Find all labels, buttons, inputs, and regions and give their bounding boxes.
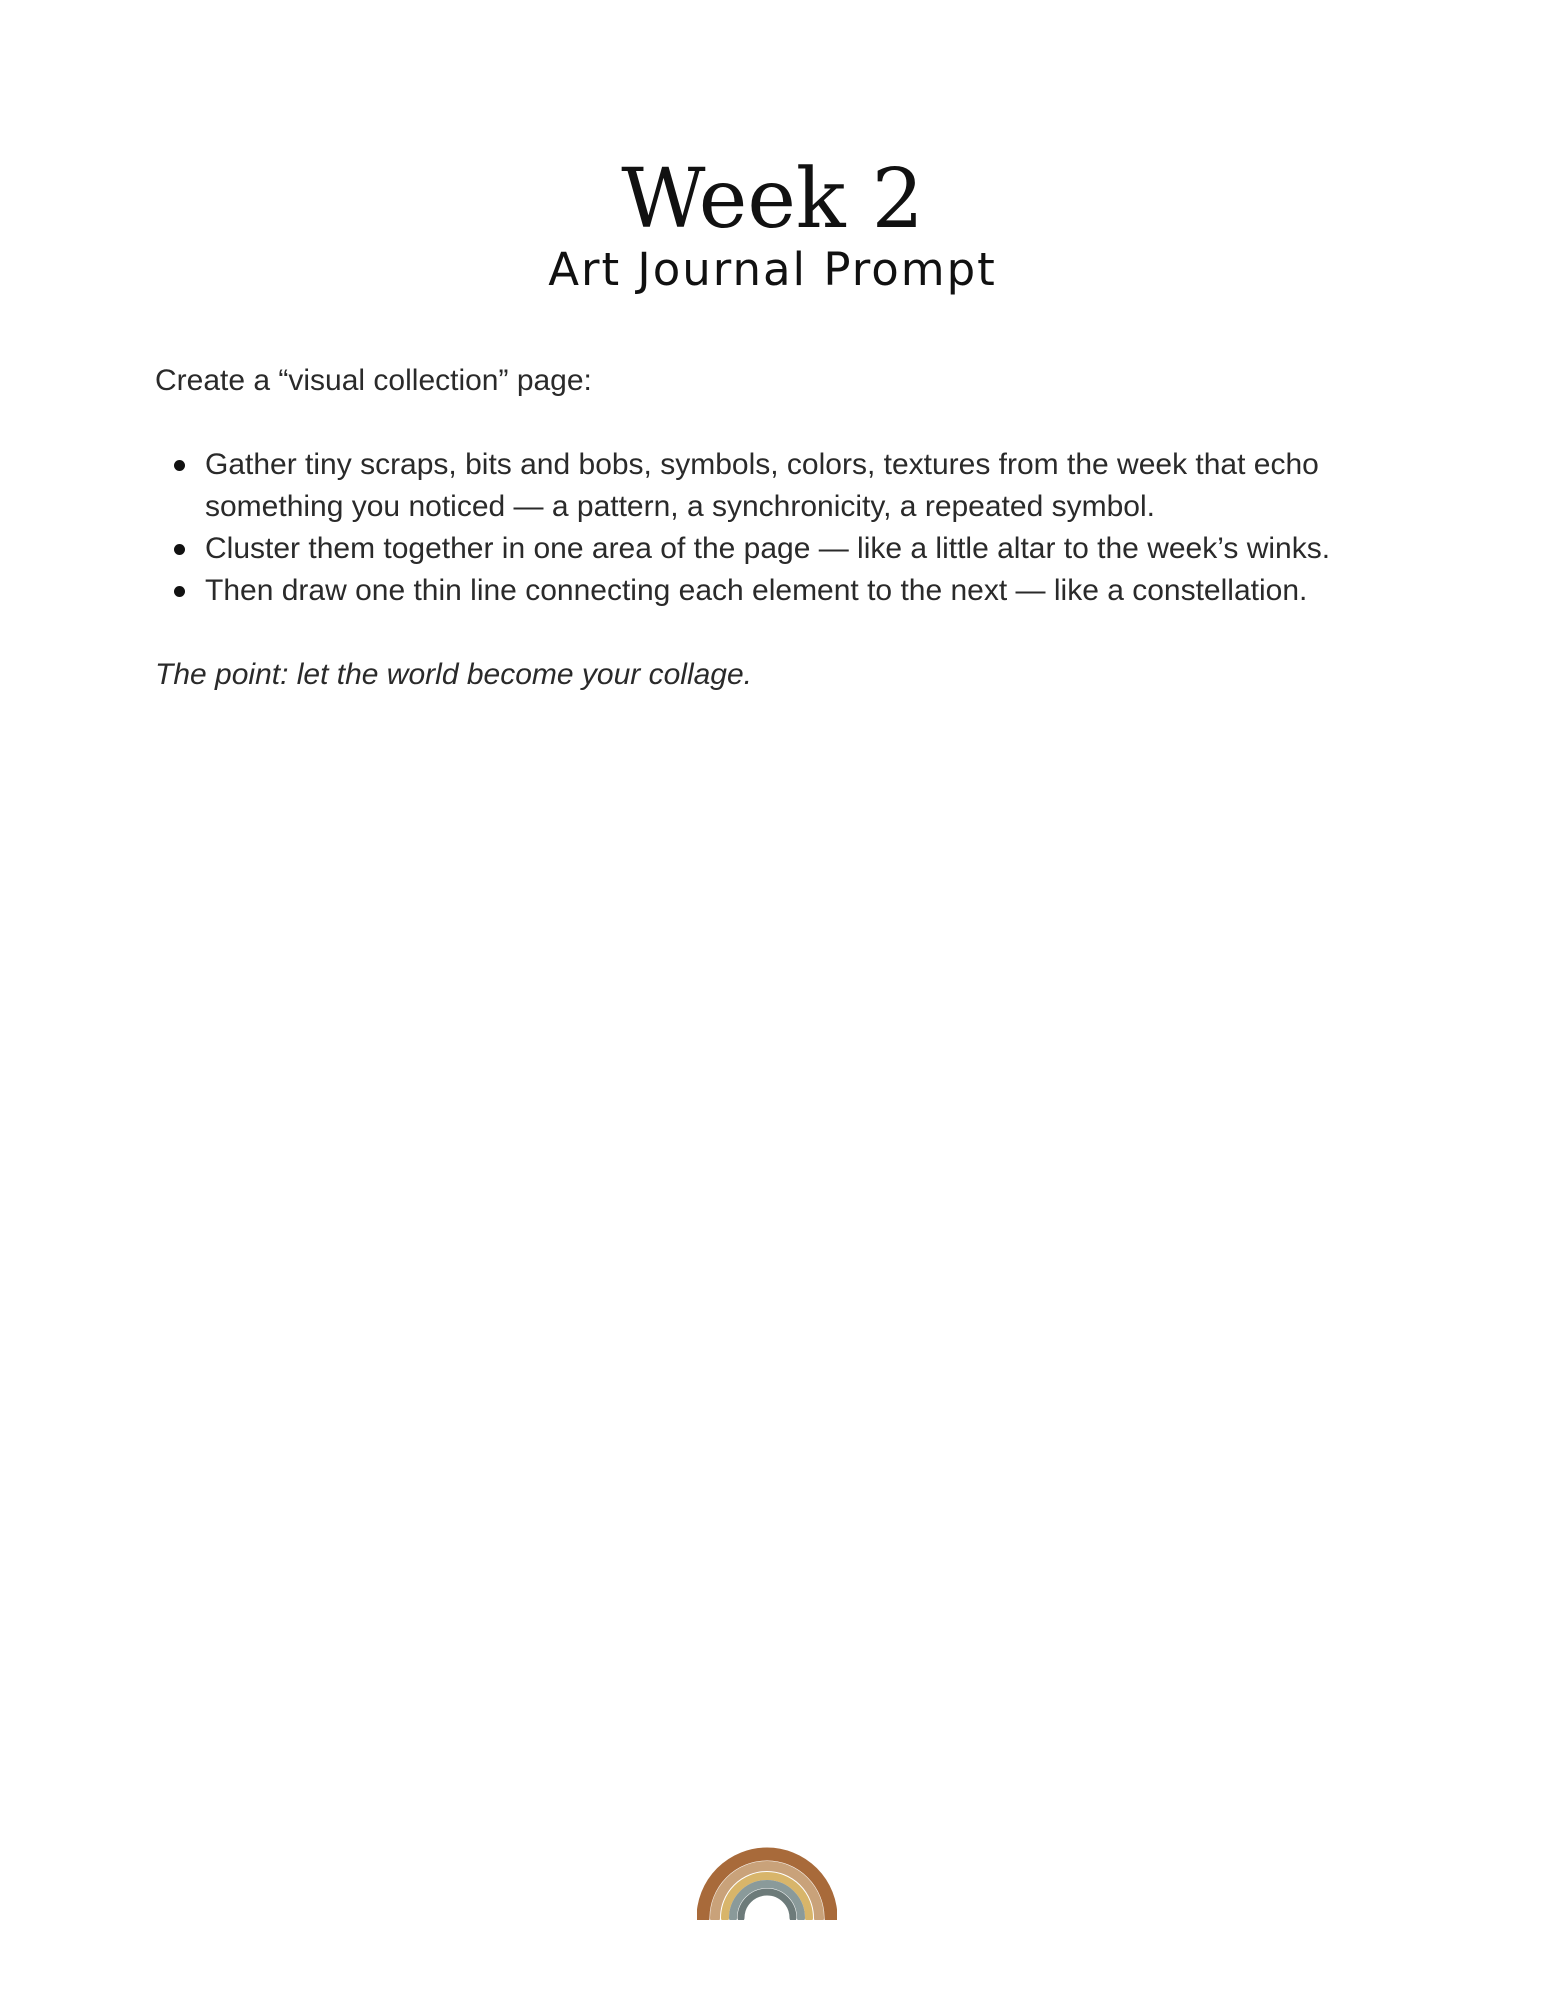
list-item-text: Cluster them together in one area of the page — like a little altar to the week’s winks.	[205, 532, 1331, 565]
bullet-icon	[174, 460, 185, 471]
bullet-icon	[174, 544, 185, 555]
intro-text: Create a “visual collection” page:	[155, 364, 592, 397]
closing-text: The point: let the world become your collage.	[155, 658, 752, 691]
list-item-text: Gather tiny scraps, bits and bobs, symbols, colors, textures from the week that echo something you noticed — a pattern, a synchronicity, a repeated symbol.	[205, 448, 1319, 523]
rainbow-icon	[697, 1835, 837, 1920]
list-item	[155, 528, 1415, 570]
bullet-icon	[174, 586, 185, 597]
list-item-text: Then draw one thin line connecting each element to the next — like a constellation.	[205, 574, 1308, 607]
page-subtitle: Art Journal Prompt	[548, 243, 997, 296]
prompt-body	[155, 360, 1415, 696]
list-item	[155, 570, 1415, 612]
page-title: Week 2	[621, 152, 924, 247]
list-item	[155, 444, 1415, 528]
bullet-list	[155, 444, 1415, 612]
